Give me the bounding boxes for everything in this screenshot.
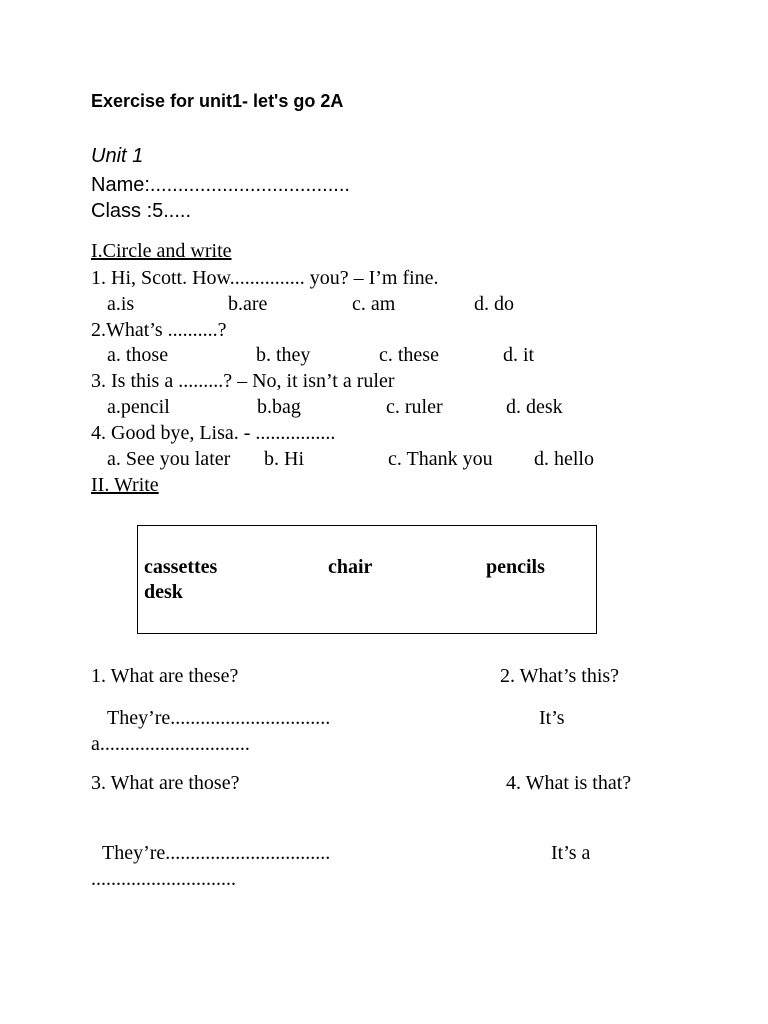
option-4b: b. Hi <box>264 448 304 470</box>
word-desk: desk <box>144 581 183 603</box>
option-4d: d. hello <box>534 448 594 470</box>
option-2a: a. those <box>107 344 169 366</box>
unit-label: Unit 1 <box>91 145 144 167</box>
option-1b: b.are <box>228 293 268 315</box>
option-1a: a.is <box>107 293 135 315</box>
option-2c: c. these <box>379 344 439 366</box>
question-2: 2.What’s ..........? <box>91 319 227 341</box>
question-4: 4. Good bye, Lisa. - ................ <box>91 422 336 444</box>
class-line: Class :5..... <box>91 200 192 222</box>
write-answer-2-cont: a.............................. <box>91 733 250 755</box>
write-answer-3: They’re................................. <box>102 842 331 864</box>
write-question-3: 3. What are those? <box>91 772 240 794</box>
option-2d: d. it <box>503 344 535 366</box>
option-3a: a.pencil <box>107 396 170 418</box>
section-1-heading: I.Circle and write <box>91 240 232 262</box>
option-4c: c. Thank you <box>388 448 493 470</box>
write-question-2: 2. What’s this? <box>500 665 620 687</box>
option-1d: d. do <box>474 293 514 315</box>
write-question-1: 1. What are these? <box>91 665 239 687</box>
write-question-4: 4. What is that? <box>506 772 632 794</box>
option-1c: c. am <box>352 293 396 315</box>
word-pencils: pencils <box>486 556 545 578</box>
option-4a: a. See you later <box>107 448 231 470</box>
write-answer-4-cont: ............................. <box>91 868 236 890</box>
option-3c: c. ruler <box>386 396 443 418</box>
question-3: 3. Is this a .........? – No, it isn’t a ruler <box>91 370 395 392</box>
word-box <box>137 525 597 634</box>
option-3b: b.bag <box>257 396 301 418</box>
write-answer-1: They’re................................ <box>107 707 331 729</box>
name-line: Name:.................................... <box>91 174 350 196</box>
section-2-heading: II. Write <box>91 474 159 496</box>
write-answer-2: It’s <box>539 707 565 729</box>
question-1: 1. Hi, Scott. How............... you? – I’m fine. <box>91 267 439 289</box>
word-cassettes: cassettes <box>144 556 218 578</box>
option-3d: d. desk <box>506 396 563 418</box>
page-title: Exercise for unit1- let's go 2A <box>91 91 344 111</box>
word-chair: chair <box>328 556 373 578</box>
write-answer-4: It’s a <box>551 842 591 864</box>
option-2b: b. they <box>256 344 311 366</box>
